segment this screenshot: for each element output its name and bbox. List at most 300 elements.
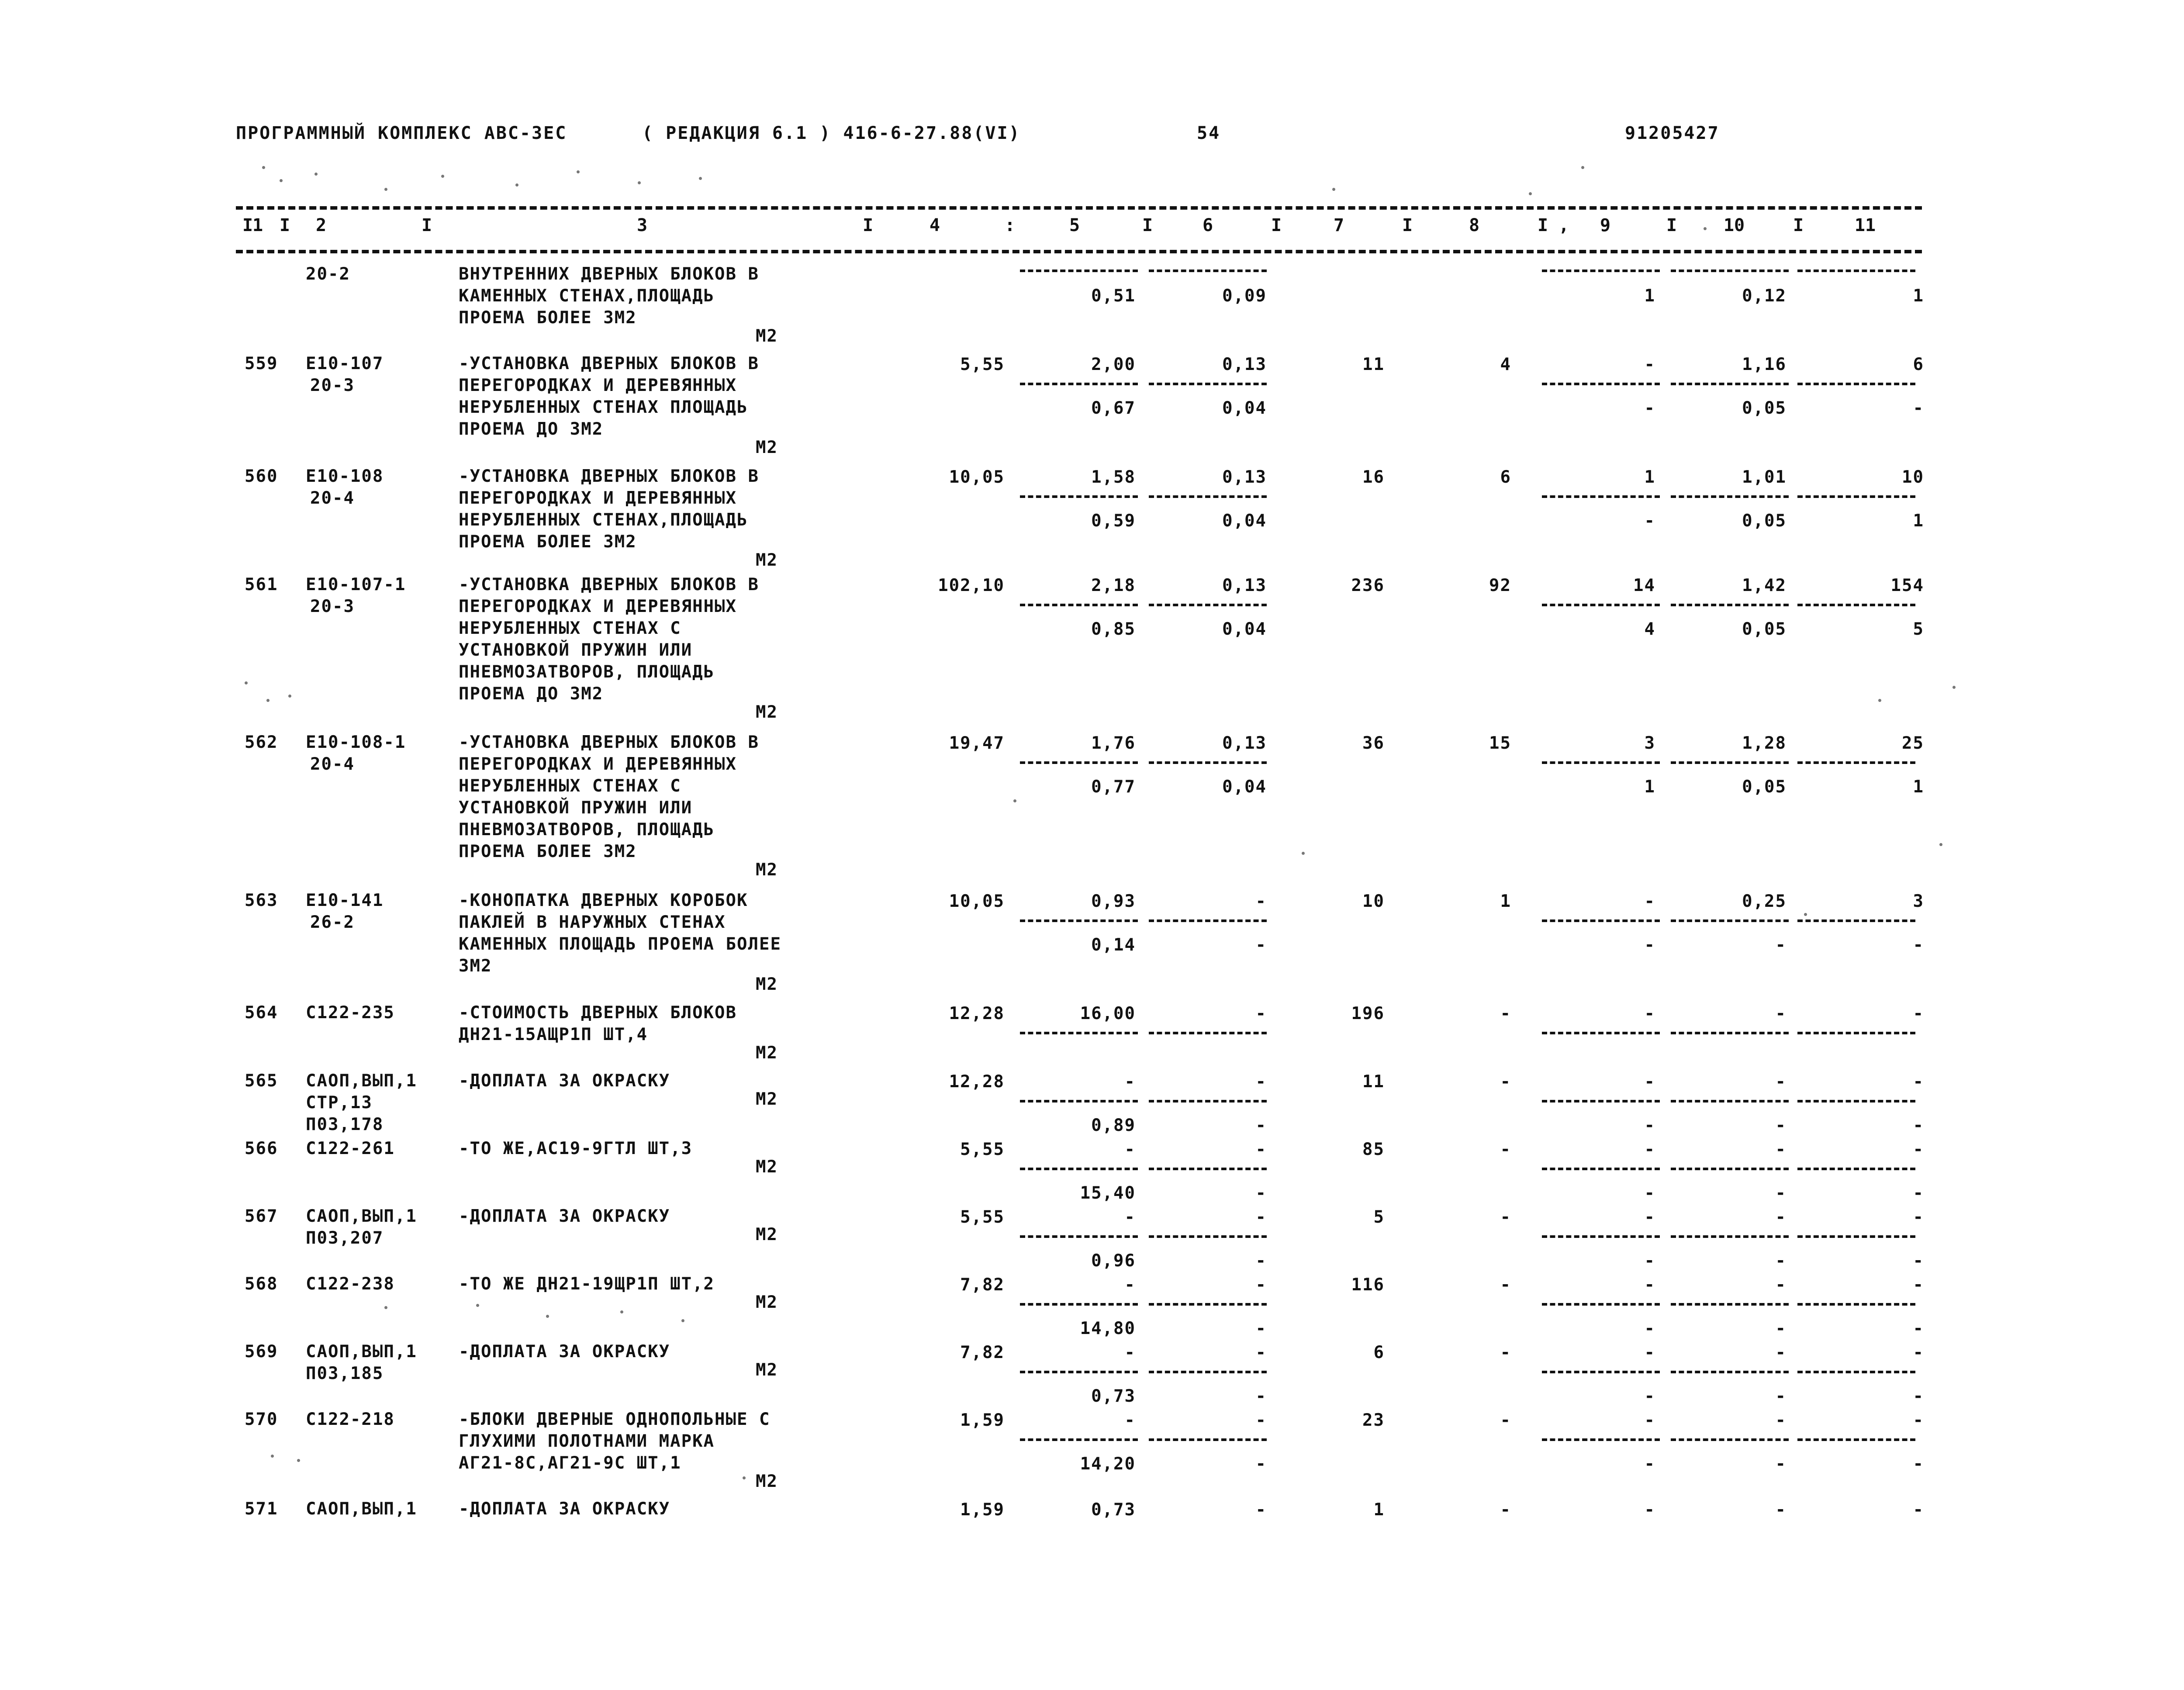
col10-value: - <box>1775 1072 1787 1092</box>
col6-subrule <box>1149 1168 1267 1170</box>
col9-value: - <box>1644 1410 1655 1430</box>
col5-subvalue: 0,51 <box>1091 286 1136 306</box>
row-description-line: 3М2 <box>459 956 492 976</box>
unit-label: М2 <box>756 975 778 994</box>
column-separator: I , <box>1538 215 1569 235</box>
col4-quantity: 5,55 <box>960 355 1005 374</box>
row-number: 565 <box>245 1071 278 1091</box>
col9-subvalue: - <box>1644 511 1655 531</box>
col6-subvalue: - <box>1255 935 1267 955</box>
column-number-8: 8 <box>1469 215 1480 235</box>
row-code: Е10-141 <box>306 891 384 910</box>
col10-subvalue: 0,05 <box>1742 619 1787 639</box>
col9-subrule <box>1542 761 1660 764</box>
row-description-line: ПРОЕМА БОЛЕЕ 3М2 <box>459 842 637 861</box>
col9-subrule <box>1542 1303 1660 1306</box>
scan-speck <box>620 1310 623 1313</box>
row-number: 559 <box>245 354 278 373</box>
col11-value: 6 <box>1913 355 1924 374</box>
scan-speck <box>1302 852 1305 855</box>
col11-subrule <box>1797 1235 1915 1238</box>
col9-subrule <box>1542 604 1660 606</box>
col5-subvalue: 14,20 <box>1080 1454 1136 1474</box>
col10-subrule <box>1671 1235 1789 1238</box>
row-description-line: ПНЕВМОЗАТВОРОВ, ПЛОЩАДЬ <box>459 820 715 840</box>
col11-value: 154 <box>1890 576 1924 595</box>
col5-subrule <box>1020 1438 1138 1441</box>
col10-subvalue: - <box>1775 1319 1787 1338</box>
col9-value: - <box>1644 1500 1655 1520</box>
column-separator: I <box>1271 215 1282 235</box>
col10-subrule <box>1671 1438 1789 1441</box>
col11-subrule <box>1797 270 1915 272</box>
col5-subrule <box>1020 270 1138 272</box>
col5-value: - <box>1124 1275 1136 1295</box>
row-description-line: ПЕРЕГОРОДКАХ И ДЕРЕВЯННЫХ <box>459 376 737 395</box>
col9-subvalue: - <box>1644 1319 1655 1338</box>
unit-label: М2 <box>756 438 778 457</box>
document-code: 91205427 <box>1625 123 1720 143</box>
scan-speck <box>245 681 248 684</box>
col6-subrule <box>1149 761 1267 764</box>
col6-subvalue: - <box>1255 1183 1267 1203</box>
col5-value: 0,73 <box>1091 1500 1136 1520</box>
row-description-line: НЕРУБЛЕННЫХ СТЕНАХ С <box>459 619 681 638</box>
row-description-line: ПНЕВМОЗАТВОРОВ, ПЛОЩАДЬ <box>459 662 715 682</box>
col6-subvalue: - <box>1255 1251 1267 1271</box>
row-description-line: -ТО ЖЕ ДН21-19ЩР1П ШТ,2 <box>459 1274 715 1294</box>
col6-subrule <box>1149 1100 1267 1102</box>
col11-subrule <box>1797 1303 1915 1306</box>
row-number: 564 <box>245 1003 278 1023</box>
col5-subvalue: 0,14 <box>1091 935 1136 955</box>
scan-speck <box>681 1319 684 1322</box>
col7-value: 6 <box>1373 1343 1385 1362</box>
column-separator: I <box>242 215 253 235</box>
col11-subvalue: 1 <box>1913 777 1924 797</box>
row-description-line: ПЕРЕГОРОДКАХ И ДЕРЕВЯННЫХ <box>459 754 737 774</box>
col6-subvalue: 0,04 <box>1222 777 1267 797</box>
row-code: САОП,ВЫП,1 <box>306 1206 417 1226</box>
col9-subvalue: 1 <box>1644 286 1655 306</box>
col10-value: 0,25 <box>1742 892 1787 911</box>
col5-subrule <box>1020 1032 1138 1034</box>
row-code: С122-218 <box>306 1410 395 1429</box>
col6-subvalue: - <box>1255 1454 1267 1474</box>
row-description-line: -УСТАНОВКА ДВЕРНЫХ БЛОКОВ В <box>459 467 759 486</box>
col10-subvalue: - <box>1775 1454 1787 1474</box>
col7-value: 11 <box>1362 1072 1385 1092</box>
col6-subvalue: 0,04 <box>1222 398 1267 418</box>
col10-subrule <box>1671 1371 1789 1373</box>
col11-subrule <box>1797 604 1915 606</box>
col6-value: - <box>1255 1500 1267 1520</box>
col5-subvalue: 0,73 <box>1091 1386 1136 1406</box>
col6-subvalue: - <box>1255 1386 1267 1406</box>
col7-value: 36 <box>1362 733 1385 753</box>
col6-subvalue: 0,04 <box>1222 511 1267 531</box>
row-code: САОП,ВЫП,1 <box>306 1499 417 1519</box>
col7-value: 196 <box>1351 1004 1385 1023</box>
unit-label: М2 <box>756 550 778 570</box>
col9-subrule <box>1542 1032 1660 1034</box>
col11-subrule <box>1797 761 1915 764</box>
col10-subvalue: 0,05 <box>1742 511 1787 531</box>
column-separator: I <box>1142 215 1153 235</box>
col9-subvalue: - <box>1644 398 1655 418</box>
col10-value: - <box>1775 1343 1787 1362</box>
scan-speck <box>1804 913 1807 916</box>
unit-label: М2 <box>756 1360 778 1380</box>
scan-speck <box>1013 799 1016 802</box>
row-code: С122-238 <box>306 1274 395 1294</box>
header-bottom-rule <box>236 250 1922 253</box>
col11-value: - <box>1913 1343 1924 1362</box>
row-code: 20-3 <box>310 597 355 616</box>
row-number: 566 <box>245 1139 278 1158</box>
col9-value: - <box>1644 1004 1655 1023</box>
col4-quantity: 102,10 <box>938 576 1005 595</box>
col7-value: 11 <box>1362 355 1385 374</box>
col9-value: 3 <box>1644 733 1655 753</box>
col6-subrule <box>1149 604 1267 606</box>
col4-quantity: 5,55 <box>960 1207 1005 1227</box>
scan-speck <box>1939 843 1942 846</box>
row-description-line: ПРОЕМА ДО 3М2 <box>459 419 604 439</box>
unit-label: М2 <box>756 860 778 880</box>
col10-subvalue: 0,05 <box>1742 777 1787 797</box>
col5-subvalue: 0,85 <box>1091 619 1136 639</box>
col5-subvalue: 0,77 <box>1091 777 1136 797</box>
row-description-line: ПЕРЕГОРОДКАХ И ДЕРЕВЯННЫХ <box>459 597 737 616</box>
row-description-line: -КОНОПАТКА ДВЕРНЫХ КОРОБОК <box>459 891 748 910</box>
col8-value: - <box>1500 1072 1511 1092</box>
row-number: 561 <box>245 575 278 594</box>
unit-label: М2 <box>756 1157 778 1177</box>
unit-label: М2 <box>756 1089 778 1109</box>
col8-value: - <box>1500 1004 1511 1023</box>
col5-value: - <box>1124 1072 1136 1092</box>
col6-value: 0,13 <box>1222 467 1267 487</box>
col5-subrule <box>1020 1371 1138 1373</box>
col5-value: 0,93 <box>1091 892 1136 911</box>
col11-subvalue: - <box>1913 1454 1924 1474</box>
col5-subrule <box>1020 604 1138 606</box>
col10-value: - <box>1775 1500 1787 1520</box>
row-description-line: УСТАНОВКОЙ ПРУЖИН ИЛИ <box>459 798 693 818</box>
col10-subrule <box>1671 495 1789 498</box>
row-description-line: -УСТАНОВКА ДВЕРНЫХ БЛОКОВ В <box>459 733 759 752</box>
row-description-line: НЕРУБЛЕННЫХ СТЕНАХ,ПЛОЩАДЬ <box>459 510 748 530</box>
row-number: 571 <box>245 1499 278 1519</box>
col6-subrule <box>1149 1438 1267 1441</box>
row-code: САОП,ВЫП,1 <box>306 1071 417 1091</box>
unit-label: М2 <box>756 1293 778 1312</box>
col11-value: - <box>1913 1500 1924 1520</box>
scan-speck <box>384 1306 387 1309</box>
col4-quantity: 10,05 <box>949 892 1005 911</box>
col10-value: 1,01 <box>1742 467 1787 487</box>
col8-value: 15 <box>1489 733 1511 753</box>
column-number-1: 1 <box>252 215 263 235</box>
edition-label: ( РЕДАКЦИЯ 6.1 ) 416-6-27.88(VI) <box>642 123 1021 143</box>
col7-value: 236 <box>1351 576 1385 595</box>
col6-value: - <box>1255 1140 1267 1159</box>
scan-speck <box>314 173 318 176</box>
col5-value: 1,76 <box>1091 733 1136 753</box>
column-number-10: 10 <box>1723 215 1745 235</box>
col5-subrule <box>1020 761 1138 764</box>
col11-subrule <box>1797 495 1915 498</box>
col11-value: - <box>1913 1410 1924 1430</box>
page-number: 54 <box>1197 123 1221 143</box>
col10-value: - <box>1775 1140 1787 1159</box>
col9-value: - <box>1644 1343 1655 1362</box>
row-description-line: -УСТАНОВКА ДВЕРНЫХ БЛОКОВ В <box>459 354 759 373</box>
col11-subrule <box>1797 1100 1915 1102</box>
col6-subvalue: 0,09 <box>1222 286 1267 306</box>
row-description-line: ПРОЕМА БОЛЕЕ 3М2 <box>459 308 637 328</box>
column-separator: I <box>1793 215 1804 235</box>
col6-value: - <box>1255 892 1267 911</box>
column-number-5: 5 <box>1069 215 1080 235</box>
col10-subvalue: - <box>1775 1386 1787 1406</box>
col10-subvalue: - <box>1775 935 1787 955</box>
col9-subrule <box>1542 1100 1660 1102</box>
col10-subvalue: - <box>1775 1183 1787 1203</box>
col8-value: - <box>1500 1275 1511 1295</box>
program-title: ПРОГРАММНЫЙ КОМПЛЕКС АВС-ЗЕС <box>236 123 567 143</box>
col6-subrule <box>1149 919 1267 922</box>
col4-quantity: 19,47 <box>949 733 1005 753</box>
col7-value: 1 <box>1373 1500 1385 1520</box>
column-number-2: 2 <box>315 215 327 235</box>
col9-value: - <box>1644 892 1655 911</box>
col6-value: - <box>1255 1004 1267 1023</box>
row-code: Е10-107 <box>306 354 384 373</box>
col9-subvalue: - <box>1644 1386 1655 1406</box>
col5-value: 16,00 <box>1080 1004 1136 1023</box>
row-code: 26-2 <box>310 912 355 932</box>
col10-subvalue: 0,12 <box>1742 286 1787 306</box>
col5-value: 2,18 <box>1091 576 1136 595</box>
row-description-line: НЕРУБЛЕННЫХ СТЕНАХ ПЛОЩАДЬ <box>459 397 748 417</box>
col7-value: 116 <box>1351 1275 1385 1295</box>
col11-subvalue: 1 <box>1913 286 1924 306</box>
top-rule <box>236 206 1922 210</box>
col9-subrule <box>1542 383 1660 385</box>
scan-speck <box>1332 188 1335 191</box>
col9-subrule <box>1542 1371 1660 1373</box>
column-separator: I <box>422 215 432 235</box>
scan-speck <box>1878 699 1881 702</box>
col9-value: - <box>1644 1072 1655 1092</box>
scan-speck <box>266 699 270 702</box>
row-number: 563 <box>245 891 278 910</box>
col6-subrule <box>1149 383 1267 385</box>
col5-subvalue: 14,80 <box>1080 1319 1136 1338</box>
col9-subvalue: - <box>1644 1454 1655 1474</box>
col6-subrule <box>1149 495 1267 498</box>
col11-subvalue: 1 <box>1913 511 1924 531</box>
scan-speck <box>288 695 291 698</box>
col10-subvalue: - <box>1775 1116 1787 1135</box>
col8-value: 6 <box>1500 467 1511 487</box>
row-code: 20-4 <box>310 488 355 508</box>
col11-value: - <box>1913 1275 1924 1295</box>
col4-quantity: 1,59 <box>960 1410 1005 1430</box>
col9-value: - <box>1644 355 1655 374</box>
scan-speck <box>699 177 702 180</box>
row-code: П03,185 <box>306 1364 384 1383</box>
col5-subvalue: 15,40 <box>1080 1183 1136 1203</box>
col9-subvalue: - <box>1644 1116 1655 1135</box>
col5-value: - <box>1124 1343 1136 1362</box>
col8-value: - <box>1500 1343 1511 1362</box>
col11-subvalue: - <box>1913 1116 1924 1135</box>
col6-subrule <box>1149 1235 1267 1238</box>
column-separator: I <box>280 215 290 235</box>
scan-speck <box>297 1459 300 1462</box>
col6-value: - <box>1255 1275 1267 1295</box>
col10-subvalue: - <box>1775 1251 1787 1271</box>
row-number: 569 <box>245 1342 278 1362</box>
col11-subrule <box>1797 1371 1915 1373</box>
col5-subrule <box>1020 495 1138 498</box>
col6-subvalue: 0,04 <box>1222 619 1267 639</box>
row-description-line: -СТОИМОСТЬ ДВЕРНЫХ БЛОКОВ <box>459 1003 737 1023</box>
row-description-line: ПРОЕМА ДО 3М2 <box>459 684 604 704</box>
row-code: С122-235 <box>306 1003 395 1023</box>
row-description-line: -БЛОКИ ДВЕРНЫЕ ОДНОПОЛЬНЫЕ С <box>459 1410 771 1429</box>
col5-subrule <box>1020 919 1138 922</box>
row-code: С122-261 <box>306 1139 395 1158</box>
column-number-3: 3 <box>636 215 648 235</box>
col6-value: - <box>1255 1410 1267 1430</box>
col6-value: 0,13 <box>1222 355 1267 374</box>
col10-value: - <box>1775 1207 1787 1227</box>
row-number: 568 <box>245 1274 278 1294</box>
scan-speck <box>638 181 641 184</box>
column-separator: I <box>863 215 874 235</box>
scan-speck <box>515 183 518 187</box>
col10-value: - <box>1775 1275 1787 1295</box>
scan-speck <box>743 1476 746 1479</box>
column-number-7: 7 <box>1333 215 1344 235</box>
row-number: 570 <box>245 1410 278 1429</box>
col8-value: 1 <box>1500 892 1511 911</box>
col9-subrule <box>1542 919 1660 922</box>
col11-subvalue: - <box>1913 398 1924 418</box>
row-description-line: -ТО ЖЕ,АС19-9ГТЛ ШТ,3 <box>459 1139 693 1158</box>
column-separator: I <box>1666 215 1677 235</box>
column-number-11: 11 <box>1854 215 1876 235</box>
col5-subvalue: 0,67 <box>1091 398 1136 418</box>
col6-subrule <box>1149 1032 1267 1034</box>
col6-subrule <box>1149 1371 1267 1373</box>
row-code: П03,178 <box>306 1115 384 1134</box>
row-description-line: ГЛУХИМИ ПОЛОТНАМИ МАРКА <box>459 1431 715 1451</box>
col8-value: - <box>1500 1140 1511 1159</box>
col6-subvalue: - <box>1255 1319 1267 1338</box>
row-code: П03,207 <box>306 1228 384 1248</box>
row-description-line: -ДОПЛАТА ЗА ОКРАСКУ <box>459 1499 670 1519</box>
col8-value: 4 <box>1500 355 1511 374</box>
col4-quantity: 1,59 <box>960 1500 1005 1520</box>
row-description-line: -УСТАНОВКА ДВЕРНЫХ БЛОКОВ В <box>459 575 759 594</box>
col5-subrule <box>1020 1235 1138 1238</box>
col4-quantity: 12,28 <box>949 1072 1005 1092</box>
col6-subvalue: - <box>1255 1116 1267 1135</box>
col7-value: 23 <box>1362 1410 1385 1430</box>
col11-value: - <box>1913 1072 1924 1092</box>
col10-subrule <box>1671 270 1789 272</box>
column-separator: : <box>1005 215 1016 235</box>
col5-subvalue: 0,59 <box>1091 511 1136 531</box>
col4-quantity: 7,82 <box>960 1275 1005 1295</box>
col10-subrule <box>1671 1303 1789 1306</box>
col9-subrule <box>1542 1438 1660 1441</box>
col7-value: 16 <box>1362 467 1385 487</box>
col9-subvalue: - <box>1644 1251 1655 1271</box>
col5-subrule <box>1020 383 1138 385</box>
row-description-line: -ДОПЛАТА ЗА ОКРАСКУ <box>459 1206 670 1226</box>
col8-value: - <box>1500 1207 1511 1227</box>
col10-subrule <box>1671 383 1789 385</box>
col7-value: 10 <box>1362 892 1385 911</box>
col6-value: 0,13 <box>1222 576 1267 595</box>
column-separator: I <box>1402 215 1413 235</box>
col6-subrule <box>1149 270 1267 272</box>
row-description-line: АГ21-8С,АГ21-9С ШТ,1 <box>459 1453 681 1473</box>
col5-value: - <box>1124 1207 1136 1227</box>
col10-subrule <box>1671 1100 1789 1102</box>
unit-label: М2 <box>756 1472 778 1491</box>
col8-value: - <box>1500 1500 1511 1520</box>
row-number: 560 <box>245 467 278 486</box>
scan-speck <box>577 170 580 173</box>
column-number-6: 6 <box>1202 215 1213 235</box>
row-description-line: ПРОЕМА БОЛЕЕ 3М2 <box>459 532 637 552</box>
col11-subvalue: - <box>1913 1183 1924 1203</box>
col10-value: - <box>1775 1410 1787 1430</box>
col9-subvalue: 4 <box>1644 619 1655 639</box>
col9-subrule <box>1542 270 1660 272</box>
col4-quantity: 7,82 <box>960 1343 1005 1362</box>
col10-value: 1,42 <box>1742 576 1787 595</box>
row-description-line: УСТАНОВКОЙ ПРУЖИН ИЛИ <box>459 640 693 660</box>
col9-value: - <box>1644 1140 1655 1159</box>
col5-subrule <box>1020 1303 1138 1306</box>
row-code: 20-3 <box>310 376 355 395</box>
col11-subvalue: - <box>1913 1319 1924 1338</box>
unit-label: М2 <box>756 1043 778 1063</box>
col11-value: 10 <box>1902 467 1924 487</box>
col5-value: - <box>1124 1410 1136 1430</box>
col5-value: 2,00 <box>1091 355 1136 374</box>
row-code: Е10-107-1 <box>306 575 406 594</box>
col11-value: 25 <box>1902 733 1924 753</box>
col10-subrule <box>1671 1168 1789 1170</box>
col10-value: 1,28 <box>1742 733 1787 753</box>
col10-value: - <box>1775 1004 1787 1023</box>
scan-speck <box>546 1315 549 1318</box>
col10-subvalue: 0,05 <box>1742 398 1787 418</box>
col6-value: 0,13 <box>1222 733 1267 753</box>
col9-subrule <box>1542 1235 1660 1238</box>
row-description-line: ПАКЛЕЙ В НАРУЖНЫХ СТЕНАХ <box>459 912 726 932</box>
col11-subvalue: - <box>1913 1386 1924 1406</box>
